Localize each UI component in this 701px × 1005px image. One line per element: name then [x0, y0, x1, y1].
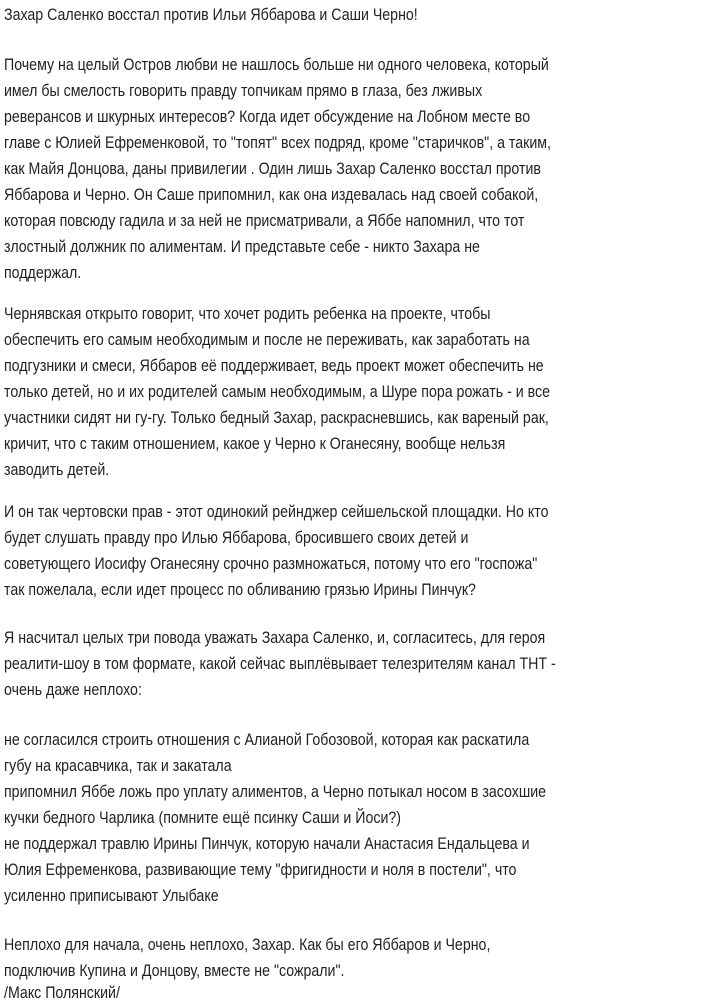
text-line: реверансов и шкурных интересов? Когда идет обсуждение на Лобном месте во [4, 108, 531, 126]
text-line: Почему на целый Остров любви не нашлось больше ни одного человека, который [4, 56, 549, 74]
text-line: очень даже неплохо: [4, 681, 142, 699]
text-line: как Майя Донцова, даны привилегии . Один лишь Захар Саленко восстал против [4, 160, 541, 178]
text-line: реалити-шоу в том формате, какой сейчас выплёвывает телезрителям канал ТНТ - [4, 655, 556, 673]
text-line: Неплохо для начала, очень неплохо, Захар. Как бы его Яббаров и Черно, [4, 936, 491, 954]
list-item-line: кучки бедного Чарлика (помните ещё псинку Саши и Йоси?) [4, 809, 401, 827]
text-line: главе с Юлией Ефременковой, то "топят" всех подряд, кроме "старичков", а таким, [4, 134, 551, 152]
text-line: советующего Иосифу Оганесяну срочно размножаться, потому что его "госпожа" [4, 555, 538, 573]
text-line: только детей, но и их родителей самым необходимым, а Шуре пора рожать - и все [4, 383, 550, 401]
text-line: Чернявская открыто говорит, что хочет родить ребенка на проекте, чтобы [4, 305, 491, 323]
text-line: И он так чертовски прав - этот одинокий рейнджер сейшельской площадки. Но кто [4, 503, 549, 521]
text-line: кричит, что с таким отношением, какое у Черно к Оганесяну, вообще нельзя [4, 435, 506, 453]
article-title: Захар Саленко восстал против Ильи Яббарова и Саши Черно! [4, 6, 418, 24]
text-line: участники сидят ни гу-гу. Только бедный Захар, раскрасневшись, как вареный рак, [4, 409, 549, 427]
list-item-line: губу на красавчика, так и закатала [4, 757, 232, 775]
text-line: имел бы смелость говорить правду топчикам прямо в глаза, без лживых [4, 82, 483, 100]
text-line: будет слушать правду про Илью Яббарова, бросившего своих детей и [4, 529, 469, 547]
text-line: Яббарова и Черно. Он Саше припомнил, как она издевалась над своей собакой, [4, 186, 539, 204]
text-line: которая повсюду гадила и за ней не присматривали, а Яббе напомнил, что тот [4, 212, 525, 230]
text-line: подключив Купина и Донцову, вместе не "сожрали". [4, 962, 345, 980]
text-line: заводить детей. [4, 461, 110, 479]
list-item-line: не поддержал травлю Ирины Пинчук, которую начали Анастасия Ендальцева и [4, 835, 530, 853]
list-item-line: припомнил Яббе ложь про уплату алиментов, а Черно потыкал носом в засохшие [4, 783, 547, 801]
text-line: обеспечить его самым необходимым и после не переживать, как заработать на [4, 331, 530, 349]
list-item-line: усиленно приписывают Улыбаке [4, 887, 219, 905]
text-line: подгузники и смеси, Яббаров её поддерживает, ведь проект может обеспечить не [4, 357, 544, 375]
text-line: так пожелала, если идет процесс по обливанию грязью Ирины Пинчук? [4, 581, 476, 599]
text-line: Я насчитал целых три повода уважать Захара Саленко, и, согласитесь, для героя [4, 629, 546, 647]
text-line: злостный должник по алиментам. И представьте себе - никто Захара не [4, 238, 480, 256]
list-item-line: Юлия Ефременкова, развивающие тему "фригидности и ноля в постели", что [4, 861, 517, 879]
author-signature: /Макс Полянский/ [4, 984, 120, 1002]
list-item-line: не согласился строить отношения с Алианой Гобозовой, которая как раскатила [4, 731, 530, 749]
text-line: поддержал. [4, 264, 82, 282]
